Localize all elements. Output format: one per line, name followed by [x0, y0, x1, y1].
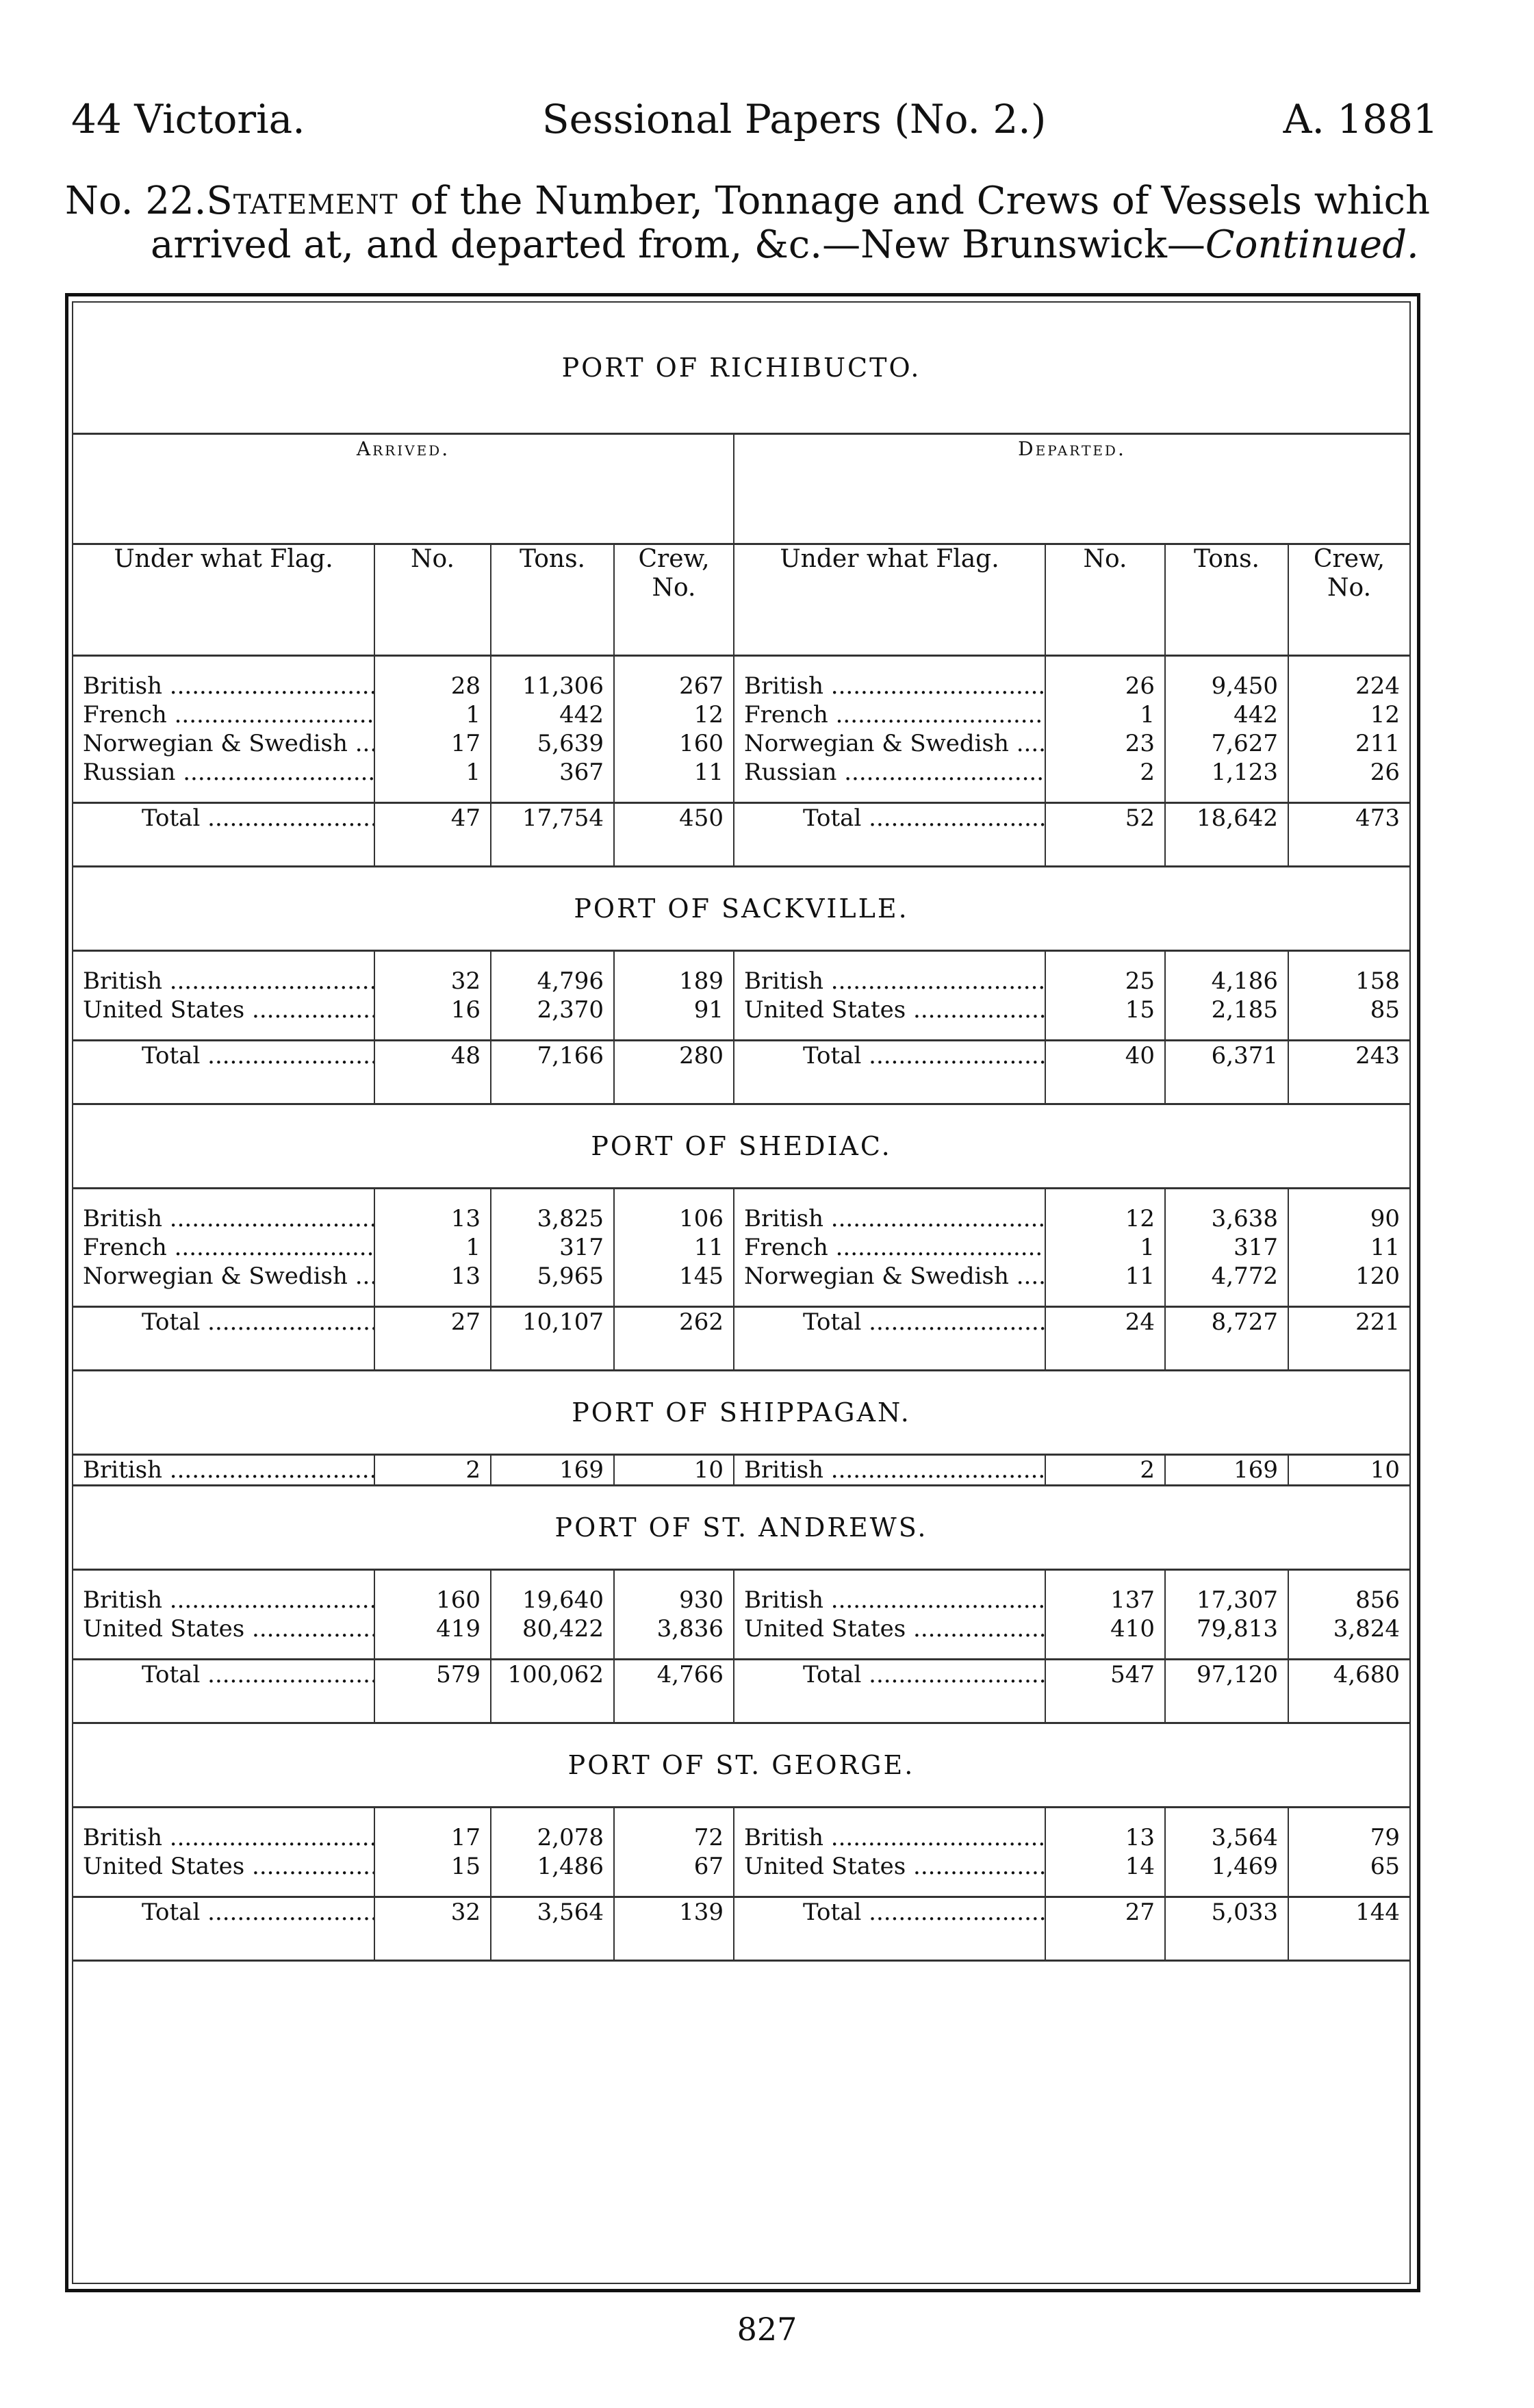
- port-heading-row: [73, 867, 1409, 951]
- title-continued: Continued.: [1205, 223, 1419, 267]
- departed-flag-cell: Norwegian & Swedish .....: [734, 729, 1045, 758]
- arrived-no-cell: 16: [374, 996, 491, 1041]
- departed-no-cell: 13: [1045, 1808, 1165, 1853]
- total-row: [73, 803, 1409, 867]
- departed-total-tons-cell: 6,371: [1165, 1041, 1288, 1104]
- departed-flag-cell: British .....: [734, 951, 1045, 996]
- arrived-total-tons-cell: 7,166: [491, 1041, 614, 1104]
- title-line-2: [65, 223, 1466, 267]
- table-row: [73, 1189, 1409, 1234]
- departed-no-cell: 26: [1045, 656, 1165, 701]
- departed-crew-cell: 158: [1355, 967, 1401, 995]
- departed-total-tons-cell: 5,033: [1165, 1897, 1288, 1961]
- arrived-total-no-cell: 579: [374, 1660, 491, 1723]
- arrived-tons-cell: 442: [491, 700, 614, 729]
- arrived-total-tons-cell: 10,107: [491, 1307, 614, 1371]
- port-heading-row: [73, 1486, 1409, 1570]
- port-name: PORT OF ST. ANDREWS.: [73, 1486, 1409, 1570]
- port-heading-row: [73, 1723, 1409, 1808]
- departed-tons-cell: 9,450: [1165, 656, 1288, 701]
- departed-crew-cell: 856: [1355, 1586, 1401, 1614]
- departed-no-cell: 137: [1045, 1570, 1165, 1615]
- departed-total-crew-cell: 4,680: [1288, 1660, 1409, 1723]
- title-number: No. 22.: [65, 179, 207, 223]
- col-no-departed: No.: [1045, 544, 1165, 656]
- departed-tons-cell: 17,307: [1165, 1570, 1288, 1615]
- arrived-crew-cell: 930: [614, 1570, 734, 1615]
- col-crew-departed: Crew, No.: [1288, 544, 1409, 656]
- departed-total-no-cell: 24: [1045, 1307, 1165, 1371]
- arrived-total-label-cell: Total .....: [73, 1307, 374, 1371]
- departed-crew-cell: 65: [1370, 1853, 1401, 1880]
- arrived-crew-cell: 189: [614, 951, 734, 996]
- departed-crew-cell: 10: [1370, 1456, 1401, 1484]
- title-line2-text: arrived at, and departed from, &c.—New Brunswick—: [151, 223, 1205, 267]
- col-tons-departed: Tons.: [1165, 544, 1288, 656]
- arrived-crew-cell: 160: [614, 729, 734, 758]
- title-statement: Statement: [206, 179, 398, 223]
- departed-no-cell: 2: [1045, 1455, 1165, 1486]
- arrived-tons-cell: 317: [491, 1233, 614, 1262]
- departed-flag-cell: French .....: [734, 700, 1045, 729]
- arrived-total-tons-cell: 100,062: [491, 1660, 614, 1723]
- table-row: [73, 1852, 1409, 1897]
- departed-crew-cell: 120: [1355, 1263, 1401, 1290]
- arrived-no-cell: 15: [374, 1852, 491, 1897]
- departed-tons-cell: 1,123: [1165, 758, 1288, 803]
- departed-total-label-cell: Total .....: [734, 1041, 1045, 1104]
- departed-flag-cell: British .....: [734, 1570, 1045, 1615]
- departed-tons-cell: 169: [1165, 1455, 1288, 1486]
- arrived-no-cell: 17: [374, 729, 491, 758]
- table-row: [73, 1455, 1409, 1486]
- departed-total-crew-cell: 144: [1288, 1897, 1409, 1961]
- departed-flag-cell: British .....: [734, 656, 1045, 701]
- arrived-crew-cell: 72: [614, 1808, 734, 1853]
- departed-total-no-cell: 27: [1045, 1897, 1165, 1961]
- departed-crew-cell: 211: [1355, 730, 1401, 757]
- total-row: [73, 1307, 1409, 1371]
- arrived-total-no-cell: 48: [374, 1041, 491, 1104]
- departed-total-tons-cell: 18,642: [1165, 803, 1288, 867]
- arrived-tons-cell: 80,422: [491, 1614, 614, 1660]
- table-row: [73, 656, 1409, 701]
- table-row: [73, 951, 1409, 996]
- header-center: Sessional Papers (No. 2.): [541, 96, 1047, 142]
- arrived-flag-cell: British .....: [73, 951, 374, 996]
- departed-flag-cell: British .....: [734, 1189, 1045, 1234]
- arrived-no-cell: 17: [374, 1808, 491, 1853]
- table-row: [73, 996, 1409, 1041]
- arrived-tons-cell: 5,965: [491, 1262, 614, 1307]
- arrived-no-cell: 13: [374, 1189, 491, 1234]
- departed-total-label-cell: Total .....: [734, 803, 1045, 867]
- arrived-total-tons-cell: 3,564: [491, 1897, 614, 1961]
- departed-tons-cell: 3,638: [1165, 1189, 1288, 1234]
- departed-flag-cell: United States .....: [734, 1614, 1045, 1660]
- table-row: [73, 758, 1409, 803]
- table-body: [73, 303, 1409, 1961]
- arrived-no-cell: 1: [374, 758, 491, 803]
- departed-tons-cell: 7,627: [1165, 729, 1288, 758]
- arrived-no-cell: 2: [374, 1455, 491, 1486]
- departed-flag-cell: Norwegian & Swedish .....: [734, 1262, 1045, 1307]
- port-name: PORT OF SHIPPAGAN.: [73, 1371, 1409, 1455]
- arrived-no-cell: 1: [374, 700, 491, 729]
- statistics-table: [73, 303, 1409, 1962]
- section-heading-row: [73, 434, 1409, 544]
- departed-total-no-cell: 52: [1045, 803, 1165, 867]
- departed-total-label-cell: Total .....: [734, 1307, 1045, 1371]
- header-right: A. 1881: [1283, 96, 1438, 142]
- arrived-flag-cell: Russian .....: [73, 758, 374, 803]
- col-flag-departed: Under what Flag.: [734, 544, 1045, 656]
- arrived-total-crew-cell: 139: [614, 1897, 734, 1961]
- arrived-flag-cell: British .....: [73, 1808, 374, 1853]
- departed-no-cell: 1: [1045, 700, 1165, 729]
- column-heading-row: [73, 544, 1409, 656]
- col-no-arrived: No.: [374, 544, 491, 656]
- arrived-crew-cell: 10: [614, 1455, 734, 1486]
- departed-tons-cell: 442: [1165, 700, 1288, 729]
- departed-flag-cell: United States .....: [734, 996, 1045, 1041]
- arrived-crew-cell: 267: [614, 656, 734, 701]
- arrived-flag-cell: Norwegian & Swedish .....: [73, 1262, 374, 1307]
- arrived-flag-cell: United States .....: [73, 1852, 374, 1897]
- arrived-tons-cell: 3,825: [491, 1189, 614, 1234]
- arrived-total-no-cell: 27: [374, 1307, 491, 1371]
- port-heading-row: [73, 1371, 1409, 1455]
- departed-tons-cell: 2,185: [1165, 996, 1288, 1041]
- arrived-crew-cell: 91: [614, 996, 734, 1041]
- page-number: 827: [737, 2311, 797, 2348]
- arrived-no-cell: 1: [374, 1233, 491, 1262]
- arrived-flag-cell: French .....: [73, 700, 374, 729]
- arrived-total-no-cell: 32: [374, 1897, 491, 1961]
- departed-tons-cell: 4,772: [1165, 1262, 1288, 1307]
- arrived-no-cell: 160: [374, 1570, 491, 1615]
- port-name: PORT OF SHEDIAC.: [73, 1104, 1409, 1189]
- port-heading-row: [73, 303, 1409, 434]
- departed-total-tons-cell: 8,727: [1165, 1307, 1288, 1371]
- arrived-total-crew-cell: 450: [614, 803, 734, 867]
- departed-tons-cell: 1,469: [1165, 1852, 1288, 1897]
- arrived-crew-cell: 11: [614, 758, 734, 803]
- port-name: PORT OF ST. GEORGE.: [73, 1723, 1409, 1808]
- arrived-flag-cell: French .....: [73, 1233, 374, 1262]
- arrived-no-cell: 28: [374, 656, 491, 701]
- arrived-flag-cell: Norwegian & Swedish .....: [73, 729, 374, 758]
- port-heading-row: [73, 1104, 1409, 1189]
- departed-tons-cell: 4,186: [1165, 951, 1288, 996]
- departed-flag-cell: French .....: [734, 1233, 1045, 1262]
- departed-no-cell: 1: [1045, 1233, 1165, 1262]
- arrived-flag-cell: United States .....: [73, 1614, 374, 1660]
- arrived-total-label-cell: Total .....: [73, 1041, 374, 1104]
- arrived-crew-cell: 3,836: [614, 1614, 734, 1660]
- arrived-crew-cell: 106: [614, 1189, 734, 1234]
- col-tons-arrived: Tons.: [491, 544, 614, 656]
- title-line1-rest: of the Number, Tonnage and Crews of Vessels which: [398, 179, 1431, 223]
- arrived-no-cell: 32: [374, 951, 491, 996]
- table-row: [73, 729, 1409, 758]
- departed-heading: Departed.: [734, 434, 1409, 544]
- departed-crew-cell: 11: [1370, 1234, 1401, 1261]
- col-crew-arrived: Crew, No.: [614, 544, 734, 656]
- arrived-crew-cell: 145: [614, 1262, 734, 1307]
- departed-no-cell: 2: [1045, 758, 1165, 803]
- table-row: [73, 1233, 1409, 1262]
- departed-flag-cell: British .....: [734, 1808, 1045, 1853]
- departed-crew-cell: 3,824: [1333, 1615, 1401, 1643]
- departed-no-cell: 25: [1045, 951, 1165, 996]
- port-name: PORT OF SACKVILLE.: [73, 867, 1409, 951]
- departed-no-cell: 15: [1045, 996, 1165, 1041]
- table-row: [73, 1570, 1409, 1615]
- arrived-total-label-cell: Total .....: [73, 1897, 374, 1961]
- arrived-tons-cell: 11,306: [491, 656, 614, 701]
- departed-no-cell: 12: [1045, 1189, 1165, 1234]
- arrived-tons-cell: 5,639: [491, 729, 614, 758]
- col-flag-arrived: Under what Flag.: [73, 544, 374, 656]
- departed-crew-cell: 12: [1370, 701, 1401, 728]
- departed-tons-cell: 79,813: [1165, 1614, 1288, 1660]
- departed-crew-cell: 85: [1370, 996, 1401, 1024]
- arrived-tons-cell: 1,486: [491, 1852, 614, 1897]
- arrived-tons-cell: 169: [491, 1455, 614, 1486]
- arrived-tons-cell: 367: [491, 758, 614, 803]
- title-line-1: [65, 179, 1466, 223]
- table-title: [65, 179, 1466, 267]
- arrived-crew-cell: 12: [614, 700, 734, 729]
- arrived-total-no-cell: 47: [374, 803, 491, 867]
- arrived-heading: Arrived.: [73, 434, 734, 544]
- arrived-tons-cell: 2,078: [491, 1808, 614, 1853]
- total-row: [73, 1041, 1409, 1104]
- arrived-total-label-cell: Total .....: [73, 1660, 374, 1723]
- arrived-flag-cell: British .....: [73, 1455, 374, 1486]
- running-header: [71, 96, 1438, 142]
- departed-total-label-cell: Total .....: [734, 1897, 1045, 1961]
- arrived-crew-cell: 11: [614, 1233, 734, 1262]
- arrived-total-tons-cell: 17,754: [491, 803, 614, 867]
- arrived-flag-cell: United States .....: [73, 996, 374, 1041]
- arrived-crew-cell: 67: [614, 1852, 734, 1897]
- port-name: PORT OF RICHIBUCTO.: [73, 303, 1409, 434]
- departed-total-crew-cell: 243: [1288, 1041, 1409, 1104]
- departed-total-no-cell: 547: [1045, 1660, 1165, 1723]
- departed-total-tons-cell: 97,120: [1165, 1660, 1288, 1723]
- departed-total-crew-cell: 221: [1288, 1307, 1409, 1371]
- header-left: 44 Victoria.: [71, 96, 305, 142]
- arrived-flag-cell: British .....: [73, 1189, 374, 1234]
- departed-crew-cell: 79: [1370, 1824, 1401, 1851]
- departed-tons-cell: 317: [1165, 1233, 1288, 1262]
- departed-total-no-cell: 40: [1045, 1041, 1165, 1104]
- departed-total-label-cell: Total .....: [734, 1660, 1045, 1723]
- departed-no-cell: 14: [1045, 1852, 1165, 1897]
- arrived-tons-cell: 19,640: [491, 1570, 614, 1615]
- arrived-total-crew-cell: 280: [614, 1041, 734, 1104]
- total-row: [73, 1660, 1409, 1723]
- departed-crew-cell: 224: [1355, 672, 1401, 700]
- departed-flag-cell: British .....: [734, 1455, 1045, 1486]
- arrived-total-crew-cell: 262: [614, 1307, 734, 1371]
- table-row: [73, 1614, 1409, 1660]
- departed-flag-cell: Russian .....: [734, 758, 1045, 803]
- total-row: [73, 1897, 1409, 1961]
- arrived-flag-cell: British .....: [73, 656, 374, 701]
- arrived-no-cell: 419: [374, 1614, 491, 1660]
- departed-flag-cell: United States .....: [734, 1852, 1045, 1897]
- departed-no-cell: 23: [1045, 729, 1165, 758]
- departed-tons-cell: 3,564: [1165, 1808, 1288, 1853]
- departed-crew-cell: 90: [1370, 1205, 1401, 1232]
- arrived-total-crew-cell: 4,766: [614, 1660, 734, 1723]
- departed-no-cell: 410: [1045, 1614, 1165, 1660]
- departed-no-cell: 11: [1045, 1262, 1165, 1307]
- departed-total-crew-cell: 473: [1288, 803, 1409, 867]
- table-row: [73, 1808, 1409, 1853]
- arrived-tons-cell: 4,796: [491, 951, 614, 996]
- arrived-no-cell: 13: [374, 1262, 491, 1307]
- departed-crew-cell: 26: [1370, 759, 1401, 786]
- arrived-total-label-cell: Total .....: [73, 803, 374, 867]
- arrived-tons-cell: 2,370: [491, 996, 614, 1041]
- table-row: [73, 700, 1409, 729]
- arrived-flag-cell: British .....: [73, 1570, 374, 1615]
- table-row: [73, 1262, 1409, 1307]
